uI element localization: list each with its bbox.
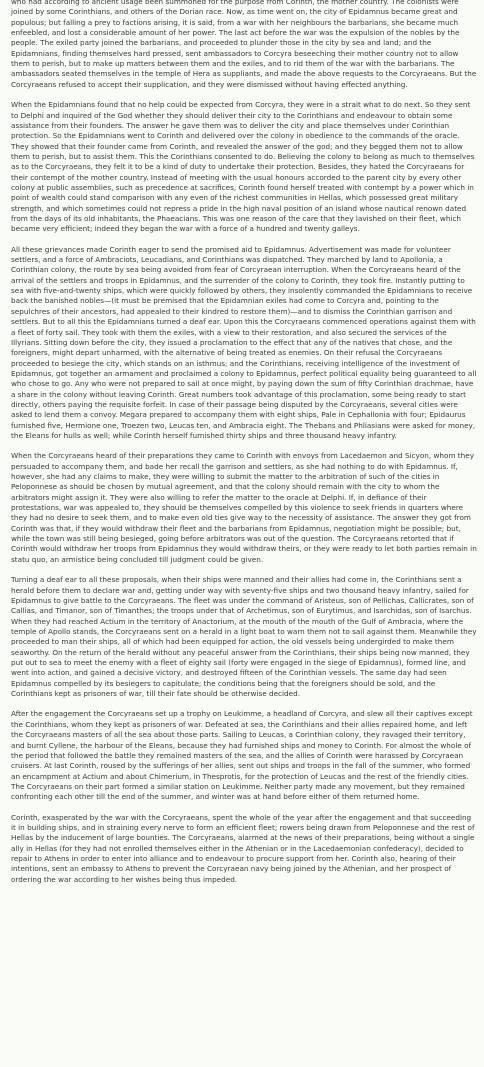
paragraph-4: When the Corcyraeans heard of their preparations they came to Corinth with envoys from Lacedaemon and Sicyon, whom they persuaded to accompany them, and bade her recall the garrison and settlers, as she had nothing to do with Epidamnus. If, however, she had any claims to make, they were willing to submit the matter to the arbitration of such of the cities in Peloponnese as should be chosen by mutual agreement, and that the colony should remain with the city to whom the arbitrators might assign it. They were also willing to refer the matter to the oracle at Delphi. If, in defiance of their protestations, war was appealed to, they should be themselves compelled by this violence to seek friends in quarters where they had no desire to seek them, and to make even old ties give way to the necessity of assistance. The answer they got from Corinth was that, if they would withdraw their fleet and the barbarians from Epidamnus, negotiation might be possible; but, while the town was still being besieged, going before arbitrators was out of the question. The Corcyraeans retorted that if Corinth would withdraw her troops from Epidamnus they would withdraw theirs, or they were ready to let both parties remain in statu quo, an armistice being concluded till judgment could be given. xyxy=(11,451,477,564)
paragraph-6: After the engagement the Corcyraeans set up a trophy on Leukimme, a headland of Corcyra, and slew all their captives except the Corinthians, whom they kept as prisoners of war. Defeated at sea, the Corinthians and their allies repaired home, and left the Corcyraeans masters of all the sea about those parts. Sailing to Leucas, a Corinthian colony, they ravaged their territory, and burnt Cyllene, the harbour of the Eleans, because they had furnished ships and money to Corinth. For almost the whole of the period that followed the battle they remained masters of the sea, and the allies of Corinth were harassed by Corcyraean cruisers. At last Corinth, roused by the sufferings of her allies, sent out ships and troops in the fall of the summer, who formed an encampment at Actium and about Chimerium, in Thesprotis, for the protection of Leucas and the rest of the friendly cities. The Corcyraeans on their part formed a similar station on Leukimme. Neither party made any movement, but they remained confronting each other till the end of the summer, and winter was at hand before either of them returned home. xyxy=(11,709,473,802)
document-body xyxy=(11,0,477,895)
paragraph-3: All these grievances made Corinth eager to send the promised aid to Epidamnus. Advertisement was made for volunteer settlers, and a force of Ambraciots, Leucadians, and Corinthians was dispatched. They marched by land to Apollonia, a Corinthian colony, the route by sea being avoided from fear of Corcyraean interruption. When the Corcyraeans heard of the arrival of the settlers and troops in Epidamnus, and the surrender of the colony to Corinth, they took fire. Instantly putting to sea with five-and-twenty ships, which were quickly followed by others, they insolently commanded the Epidamnians to receive back the banished nobles—(it must be premised that the Epidamnian exiles had come to Corcyra and, pointing to the sepulchres of their ancestors, had appealed to their kindred to restore them)—and to dismiss the Corinthian garrison and settlers. But to all this the Epidamnians turned a deaf ear. Upon this the Corcyraeans commenced operations against them with a fleet of forty sail. They took with them the exiles, with a view to their restoration, and also secured the services of the Illyrians. Sitting down before the city, they issued a proclamation to the effect that any of the natives that chose, and the foreigners, might depart unharmed, with the alternative of being treated as enemies. On their refusal the Corcyraeans proceeded to besiege the city, which stands on an isthmus; and the Corinthians, receiving intelligence of the investment of Epidamnus, got together an armament and proclaimed a colony to Epidamnus, perfect political equality being guaranteed to all who chose to go. Any who were not prepared to sail at once might, by paying down the sum of fifty Corinthian drachmae, have a share in the colony without leaving Corinth. Great numbers took advantage of this proclamation, some being ready to start directly, others paying the requisite forfeit. In case of their passage being disputed by the Corcyraeans, several cities were asked to lend them a convoy. Megara prepared to accompany them with eight ships, Pale in Cephallonia with four; Epidaurus furnished five, Hermione one, Troezen two, Leucas ten, and Ambracia eight. The Thebans and Phliasians were asked for money, the Eleans for hulls as well; while Corinth herself furnished thirty ships and three thousand heavy infantry. xyxy=(11,244,477,440)
paragraph-1: who had according to ancient usage been summoned for the purpose from Corinth, the mother country. The colonists were joined by some Corinthians, and others of the Dorian race. Now, as time went on, the city of Epidamnus became great and populous; but falling a prey to factions arising, it is said, from a war with her neighbours the barbarians, she became much enfeebled, and lost a considerable amount of her power. The last act before the war was the expulsion of the nobles by the people. The exiled party joined the barbarians, and proceeded to plunder those in the city by sea and land; and the Epidamnians, finding themselves hard pressed, sent ambassadors to Corcyra beseeching their mother country not to allow them to perish, but to make up matters between them and the exiles, and to rid them of the war with the barbarians. The ambassadors seated themselves in the temple of Hera as suppliants, and made the above requests to the Corcyraeans. But the Corcyraeans refused to accept their supplication, and they were dismissed without having effected anything. xyxy=(11,0,477,89)
paragraph-5: Turning a deaf ear to all these proposals, when their ships were manned and their allies had come in, the Corinthians sent a herald before them to declare war and, getting under way with seventy-five ships and two thousand heavy infantry, sailed for Epidamnus to give battle to the Corcyraeans. The fleet was under the command of Aristeus, son of Pellichas, Callicrates, son of Callias, and Timanor, son of Timanthes; the troops under that of Archetimus, son of Eurytimus, and Isarchidas, son of Isarchus. When they had reached Actium in the territory of Anactorium, at the mouth of the mouth of the Gulf of Ambracia, where the temple of Apollo stands, the Corcyraeans sent on a herald in a light boat to warn them not to sail against them. Meanwhile they proceeded to man their ships, all of which had been equipped for action, the old vessels being undergirded to make them seaworthy. On the return of the herald without any peaceful answer from the Corinthians, their ships being now manned, they put out to sea to meet the enemy with a fleet of eighty sail (forty were engaged in the siege of Epidamnus), formed line, and went into action, and gained a decisive victory, and destroyed fifteen of the Corinthian vessels. The same day had seen Epidamnus compelled by its besiegers to capitulate; the conditions being that the foreigners should be sold, and the Corinthians kept as prisoners of war, till their fate should be otherwise decided. xyxy=(11,575,477,699)
paragraph-2: When the Epidamnians found that no help could be expected from Corcyra, they were in a strait what to do next. So they sent to Delphi and inquired of the God whether they should deliver their city to the Corinthians and endeavour to obtain some assistance from their founders. The answer he gave them was to deliver the city and place themselves under Corinthian protection. So the Epidamnians went to Corinth and delivered over the colony in obedience to the commands of the oracle. They showed that their founder came from Corinth, and revealed the answer of the god; and they begged them not to allow them to perish, but to assist them. This the Corinthians consented to do. Believing the colony to belong as much to themselves as to the Corcyraeans, they felt it to be a kind of duty to undertake their protection. Besides, they hated the Corcyraeans for their contempt of the mother country. Instead of meeting with the usual honours accorded to the parent city by every other colony at public assemblies, such as precedence at sacrifices, Corinth found herself treated with contempt by a power which in point of wealth could stand comparison with any even of the richest communities in Hellas, which possessed great military strength, and which sometimes could not repress a pride in the high naval position of an island whose nautical renown dated from the days of its old inhabitants, the Phaeacians. This was one reason of the care that they lavished on their fleet, which became very efficient; indeed they began the war with a force of a hundred and twenty galleys. xyxy=(11,100,475,234)
paragraph-7: Corinth, exasperated by the war with the Corcyraeans, spent the whole of the year after the engagement and that succeeding it in building ships, and in straining every nerve to form an efficient fleet; rowers being drawn from Peloponnese and the rest of Hellas by the inducement of large bounties. The Corcyraeans, alarmed at the news of their preparations, being without a single ally in Hellas (for they had not enrolled themselves either in the Athenian or in the Lacedaemonian confederacy), decided to repair to Athens in order to enter into alliance and to endeavour to procure support from her. Corinth also, hearing of their intentions, sent an embassy to Athens to prevent the Corcyraean navy being joined by the Athenian, and her prospect of ordering the war according to her wishes being thus impeded. xyxy=(11,812,475,884)
